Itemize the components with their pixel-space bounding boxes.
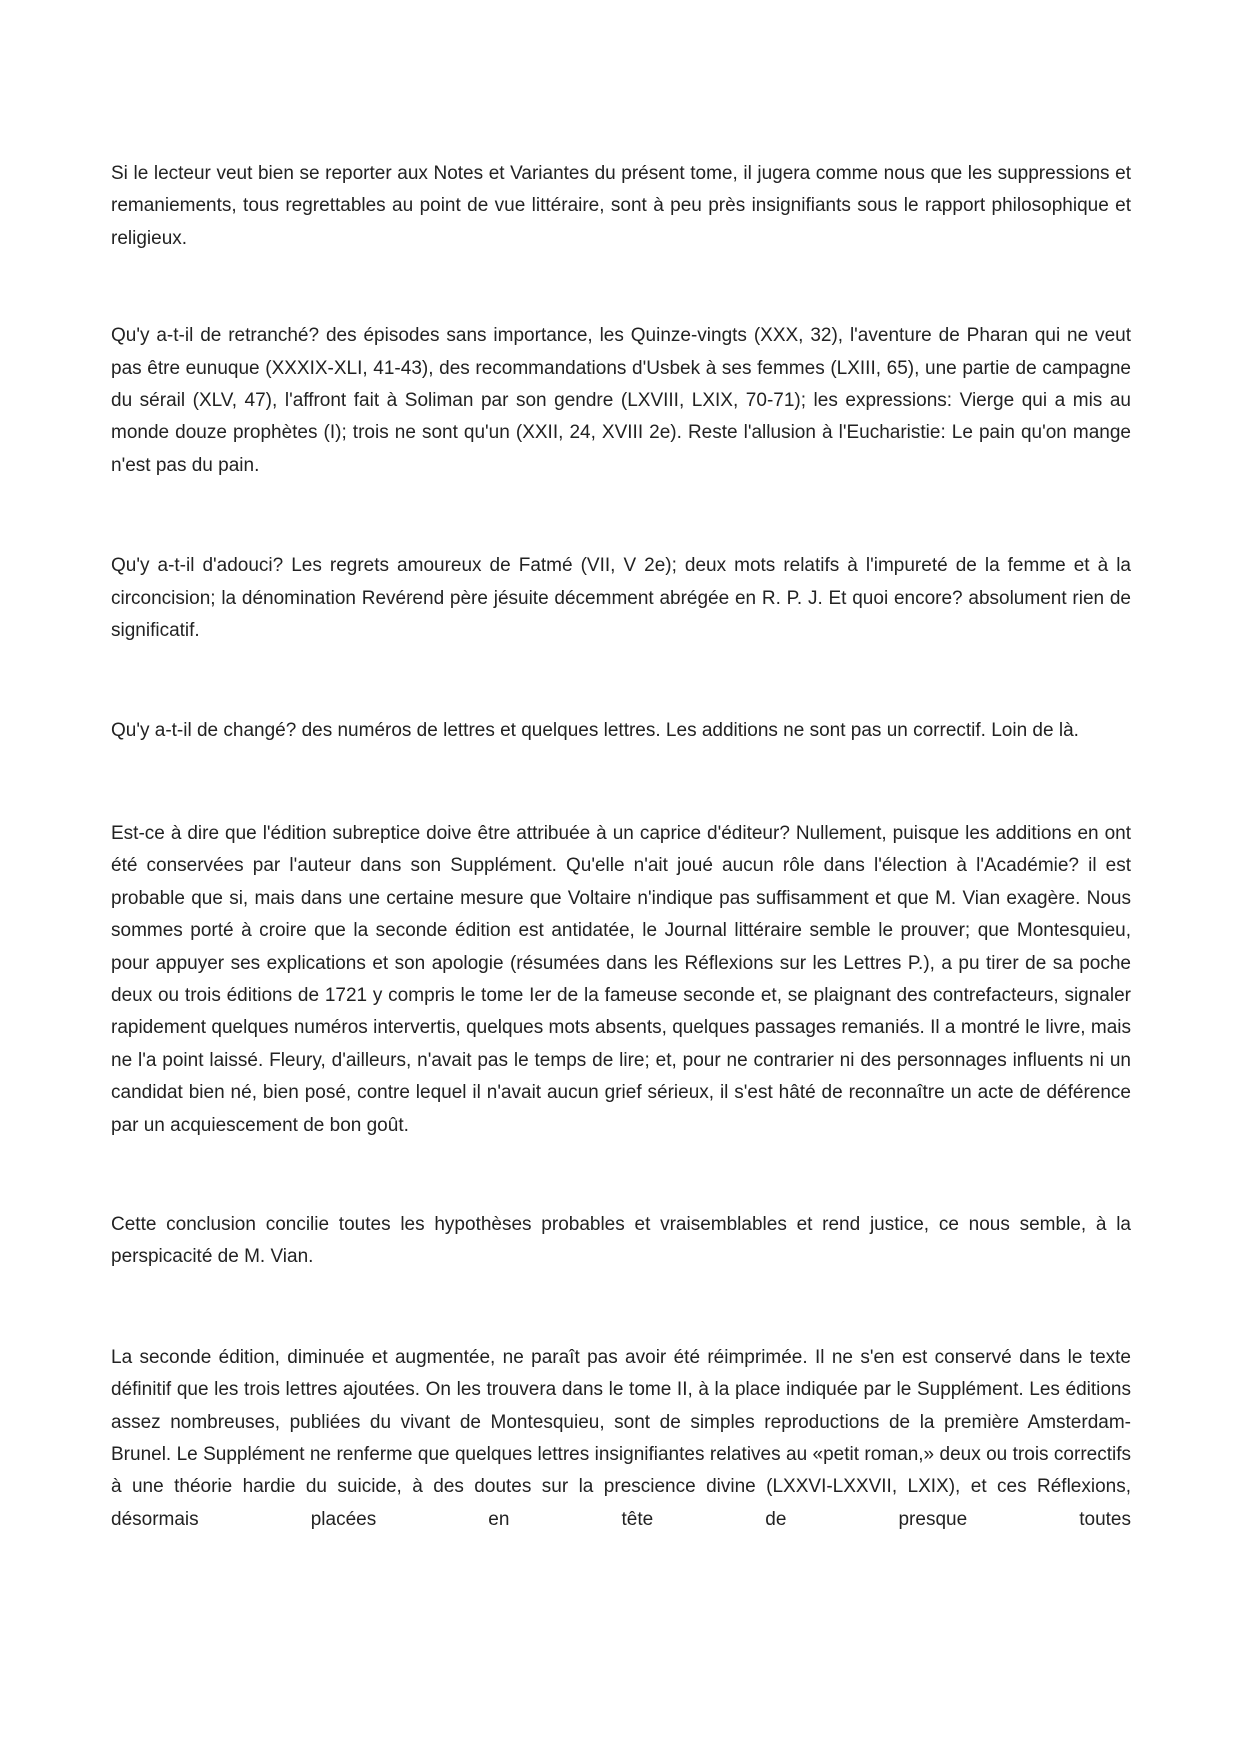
paragraph-2: Qu'y a-t-il de retranché? des épisodes sans importance, les Quinze-vingts (XXX, 32), l'aventure de Pharan qui ne veut pas être eunuque (XXXIX-XLI, 41-43), des recommandations d'Usbek à ses femmes (LXIII, 65), une partie de campagne du sérail (XLV, 47), l'affront fait à Soliman par son gendre (LXVIII, LXIX, 70-71); les expressions: Vierge qui a mis au monde douze prophètes (I); trois ne sont qu'un (XXII, 24, XVIII 2e). Reste l'allusion à l'Eucharistie: Le pain qu'on mange n'est pas du pain. <box>111 325 1131 476</box>
paragraph-4: Qu'y a-t-il de changé? des numéros de lettres et quelques lettres. Les additions ne sont pas un correctif. Loin de là. <box>111 720 1079 742</box>
document-page <box>111 158 1131 1536</box>
paragraph-1: Si le lecteur veut bien se reporter aux Notes et Variantes du présent tome, il jugera comme nous que les suppressions et remaniements, tous regrettables au point de vue littéraire, sont à peu près insignifiants sous le rapport philosophique et religieux. <box>111 163 1131 249</box>
paragraph-7: La seconde édition, diminuée et augmentée, ne paraît pas avoir été réimprimée. Il ne s'en est conservé dans le texte définitif que les trois lettres ajoutées. On les trouvera dans le tome II, à la place indiquée par le Supplément. Les éditions assez nombreuses, publiées du vivant de Montesquieu, sont de simples reproductions de la première Amsterdam-Brunel. Le Supplément ne renferme que quelques lettres insignifiantes relatives au «petit roman,» deux ou trois correctifs à une théorie hardie du suicide, à des doutes sur la prescience divine (LXXVI-LXXVII, LXIX), et ces Réflexions, désormais placées en tête de presque toutes <box>111 1346 1131 1530</box>
paragraph-6: Cette conclusion concilie toutes les hypothèses probables et vraisemblables et rend justice, ce nous semble, à la perspicacité de M. Vian. <box>111 1213 1131 1268</box>
paragraph-3: Qu'y a-t-il d'adouci? Les regrets amoureux de Fatmé (VII, V 2e); deux mots relatifs à l'impureté de la femme et à la circoncision; la dénomination Revérend père jésuite décemment abrégée en R. P. J. Et quoi encore? absolument rien de significatif. <box>111 555 1131 642</box>
paragraph-5: Est-ce à dire que l'édition subreptice doive être attribuée à un caprice d'éditeur? Nullement, puisque les additions en ont été conservées par l'auteur dans son Supplément. Qu'elle n'ait joué aucun rôle dans l'élection à l'Académie? il est probable que si, mais dans une certaine mesure que Voltaire n'indique pas suffisamment et que M. Vian exagère. Nous sommes porté à croire que la seconde édition est antidatée, le Journal littéraire semble le prouver; que Montesquieu, pour appuyer ses explications et son apologie (résumées dans les Réflexions sur les Lettres P.), a pu tirer de sa poche deux ou trois éditions de 1721 y compris le tome Ier de la fameuse seconde et, se plaignant des contrefacteurs, signaler rapidement quelques numéros intervertis, quelques mots absents, quelques passages remaniés. Il a montré le livre, mais ne l'a point laissé. Fleury, d'ailleurs, n'avait pas le temps de lire; et, pour ne contrarier ni des personnages influents ni un candidat bien né, bien posé, contre lequel il n'avait aucun grief sérieux, il s'est hâté de reconnaître un acte de déférence par un acquiescement de bon goût. <box>111 822 1131 1136</box>
